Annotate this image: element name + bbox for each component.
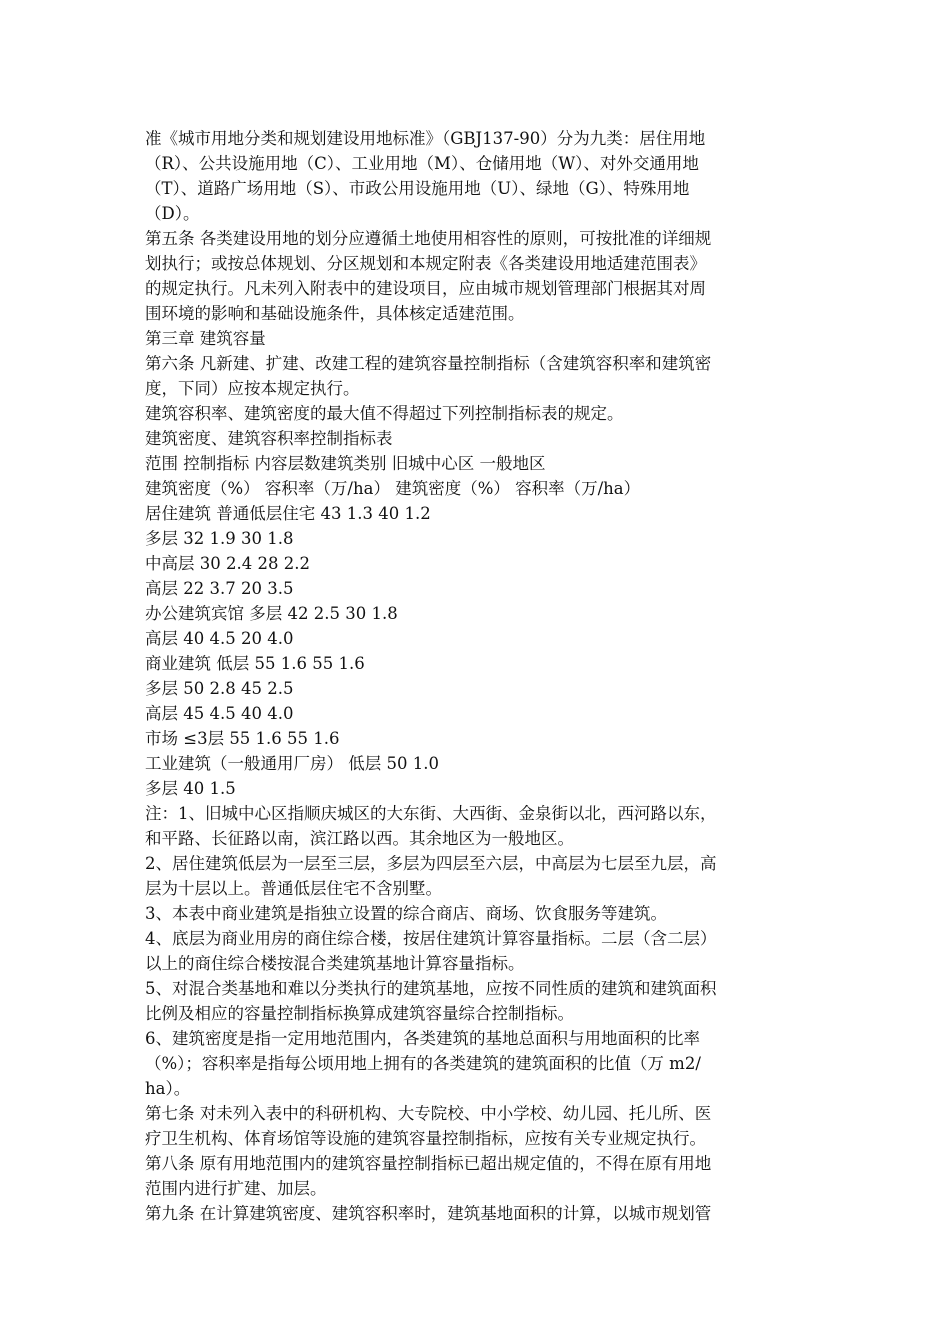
text-line: （R）、公共设施用地（C）、工业用地（M）、仓储用地（W）、对外交通用地 (145, 154, 699, 173)
text-line: 的规定执行。凡未列入附表中的建设项目，应由城市规划管理部门根据其对周 (145, 279, 706, 298)
table-row: 高层 22 3.7 20 3.5 (145, 579, 294, 598)
table-row: 多层 40 1.5 (145, 779, 236, 798)
note-line: 层为十层以上。普通低层住宅不含别墅。 (145, 879, 442, 898)
note-line: ha）。 (145, 1079, 191, 1098)
table-header-row: 建筑密度（%） 容积率（万/ha） 建筑密度（%） 容积率（万/ha） (145, 479, 641, 498)
table-row: 多层 50 2.8 45 2.5 (145, 679, 294, 698)
text-line: （T）、道路广场用地（S）、市政公用设施用地（U）、绿地（G）、特殊用地 (145, 179, 690, 198)
article-9-line: 第九条 在计算建筑密度、建筑容积率时，建筑基地面积的计算，以城市规划管 (145, 1204, 712, 1223)
table-row: 居住建筑 普通低层住宅 43 1.3 40 1.2 (145, 504, 431, 523)
note-line: 2、居住建筑低层为一层至三层，多层为四层至六层，中高层为七层至九层，高 (145, 854, 717, 873)
note-line: 4、底层为商业用房的商住综合楼，按居住建筑计算容量指标。二层（含二层） (145, 929, 717, 948)
text-line: 疗卫生机构、体育场馆等设施的建筑容量控制指标，应按有关专业规定执行。 (145, 1129, 706, 1148)
document-page (145, 126, 810, 1226)
note-line: 和平路、长征路以南，滨江路以西。其余地区为一般地区。 (145, 829, 574, 848)
text-line: （D）。 (145, 204, 200, 223)
table-row: 办公建筑宾馆 多层 42 2.5 30 1.8 (145, 604, 398, 623)
note-line: 注：1、旧城中心区指顺庆城区的大东街、大西街、金泉街以北，西河路以东， (145, 804, 717, 823)
article-8-line: 第八条 原有用地范围内的建筑容量控制指标已超出规定值的，不得在原有用地 (145, 1154, 712, 1173)
note-line: 6、建筑密度是指一定用地范围内，各类建筑的基地总面积与用地面积的比率 (145, 1029, 700, 1048)
text-line: 准《城市用地分类和规划建设用地标准》（GBJ137-90）分为九类：居住用地 (145, 129, 706, 148)
note-line: 5、对混合类基地和难以分类执行的建筑基地，应按不同性质的建筑和建筑面积 (145, 979, 717, 998)
table-title: 建筑密度、建筑容积率控制指标表 (145, 429, 393, 448)
chapter-heading: 第三章 建筑容量 (145, 329, 266, 348)
text-line: 度，下同）应按本规定执行。 (145, 379, 360, 398)
text-line: 建筑容积率、建筑密度的最大值不得超过下列控制指标表的规定。 (145, 404, 624, 423)
text-line: 围环境的影响和基础设施条件，具体核定适建范围。 (145, 304, 525, 323)
article-6-line: 第六条 凡新建、扩建、改建工程的建筑容量控制指标（含建筑容积率和建筑密 (145, 354, 712, 373)
table-row: 市场 ≤3层 55 1.6 55 1.6 (145, 729, 340, 748)
note-line: 3、本表中商业建筑是指独立设置的综合商店、商场、饮食服务等建筑。 (145, 904, 667, 923)
note-line: 以上的商住综合楼按混合类建筑基地计算容量指标。 (145, 954, 525, 973)
note-line: 比例及相应的容量控制指标换算成建筑容量综合控制指标。 (145, 1004, 574, 1023)
table-row: 多层 32 1.9 30 1.8 (145, 529, 294, 548)
note-line: （%）；容积率是指每公顷用地上拥有的各类建筑的建筑面积的比值（万 m2/ (145, 1054, 701, 1073)
table-row: 工业建筑（一般通用厂房） 低层 50 1.0 (145, 754, 439, 773)
text-line: 范围内进行扩建、加层。 (145, 1179, 327, 1198)
text-line: 划执行；或按总体规划、分区规划和本规定附表《各类建设用地适建范围表》 (145, 254, 706, 273)
table-row: 高层 40 4.5 20 4.0 (145, 629, 294, 648)
article-5-line: 第五条 各类建设用地的划分应遵循土地使用相容性的原则，可按批准的详细规 (145, 229, 712, 248)
table-header-row: 范围 控制指标 内容层数建筑类别 旧城中心区 一般地区 (145, 454, 546, 473)
table-row: 高层 45 4.5 40 4.0 (145, 704, 294, 723)
article-7-line: 第七条 对未列入表中的科研机构、大专院校、中小学校、幼儿园、托儿所、医 (145, 1104, 712, 1123)
table-row: 商业建筑 低层 55 1.6 55 1.6 (145, 654, 365, 673)
table-row: 中高层 30 2.4 28 2.2 (145, 554, 310, 573)
